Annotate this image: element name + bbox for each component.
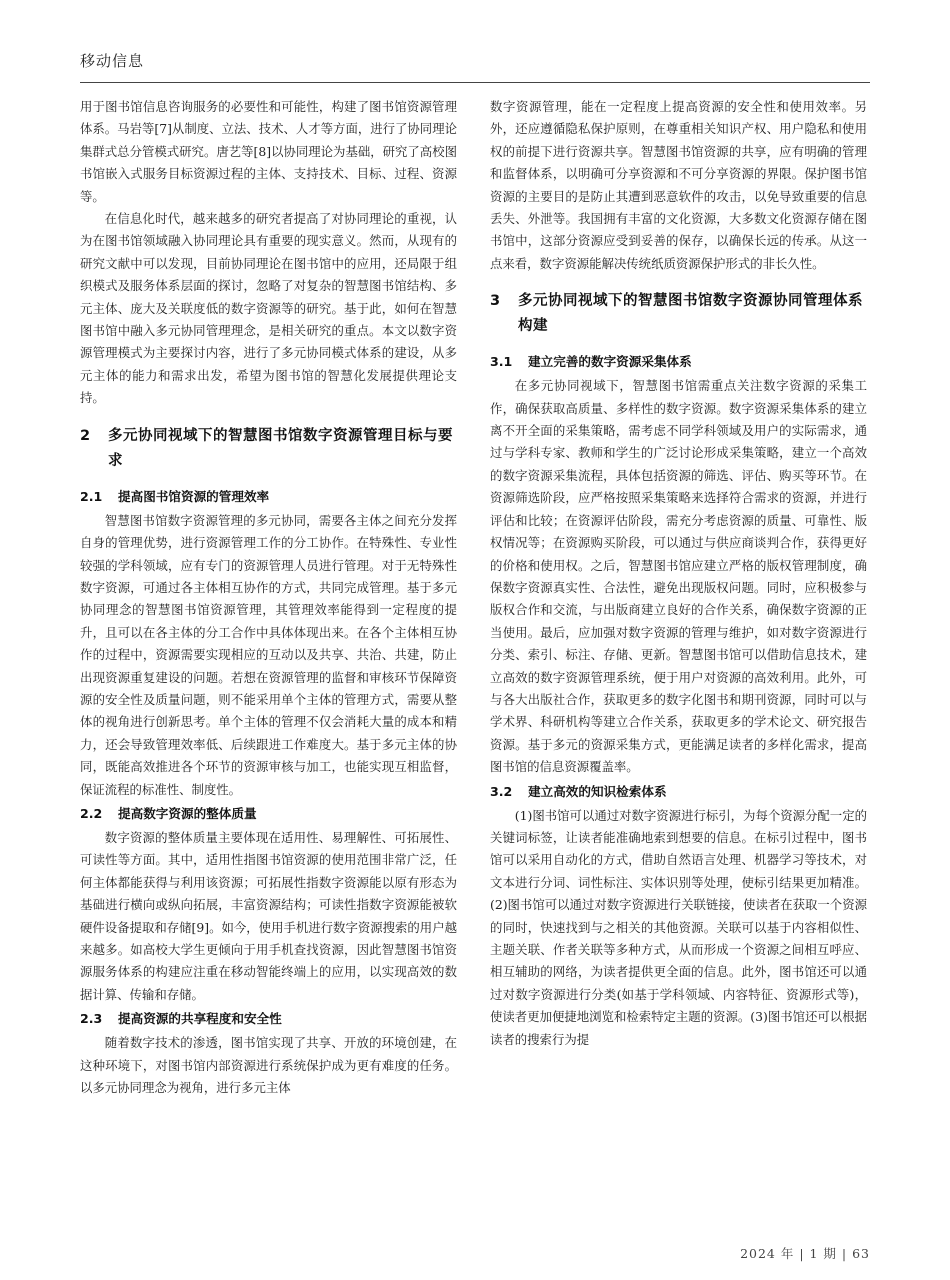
subsection-heading xyxy=(490,351,867,373)
subsection-title: 建立高效的知识检索体系 xyxy=(528,783,667,799)
section-number: 2 xyxy=(80,427,91,444)
subsection-title: 提高图书馆资源的管理效率 xyxy=(118,488,270,504)
section-number: 3 xyxy=(490,293,501,310)
paragraph: (1)图书馆可以通过对数字资源进行标引，为每个资源分配一定的关键词标签，让读者能准确地索到想要的信息。在标引过程中，图书馆可以采用自动化的方式，借助自然语言处理、机器学习等技术，对文本进行分词、词性标注、实体识别等处理，使标引结果更加精准。(2)图书馆可以通过对数字资源进行关联链接，使读者在获取一个资源的同时，快速找到与之相关的其他资源。关联可以基于内容相似性、主题关联、作者关联等多种方式，从而形成一个资源之间相互呼应、相互辅助的网络，为读者提供更全面的信息。此外，图书馆还可以通过对数字资源进行分类(如基于学科领域、内容特征、资源形式等)，使读者更加便捷地浏览和检索特定主题的资源。(3)图书馆还可以根据读者的搜索行为提 xyxy=(490,807,867,1047)
subsection-title: 建立完善的数字资源采集体系 xyxy=(528,354,692,370)
subsection-heading xyxy=(80,1008,457,1030)
paragraph: 数字资源管理，能在一定程度上提高资源的安全性和使用效率。另外，还应遵循隐私保护原则，在尊重相关知识产权、用户隐私和使用权的前提下进行资源共享。智慧图书馆资源的共享，应有明确的管理和监督体系，以明确可分享资源和不可分享资源的界限。保护图书馆资源的主要目的是防止其遭到恶意软件的攻击，以免导致重要的信息丢失、外泄等。我国拥有丰富的文化资源，大多数文化资源存储在图书馆中，这部分资源应受到妥善的保存，以确保长远的传承。从这一点来看，数字资源能解决传统纸质资源保护形式的非长久性。 xyxy=(490,99,867,271)
left-column xyxy=(80,96,457,1099)
journal-name: 移动信息 xyxy=(80,52,145,70)
paragraph: 智慧图书馆数字资源管理的多元协同，需要各主体之间充分发挥自身的管理优势，进行资源管理工作的分工协作。在特殊性、专业性较强的学科领域，应有专门的资源管理人员进行管理。对于无特殊性数字资源，可通过各主体相互协作的方式，共同完成管理。基于多元协同理念的智慧图书馆资源管理，其管理效率能得到一定程度的提升，且可以在各主体的分工合作中具体体现出来。在各个主体相互协作的过程中，资源需要实现相应的互动以及共享、共治、共建，防止出现资源重复建设的问题。若想在资源管理的监督和审核环节保障资源的安全性及质量问题，则不能采用单个主体的管理方式，需要从整体的视角进行创新思考。单个主体的管理不仅会消耗大量的成本和精力，还会导致管理效率低、后续跟进工作难度大。基于多元主体的协同，既能高效推进各个环节的资源审核与加工，也能实现互相监督，保证流程的标准性、制度性。 xyxy=(80,512,457,797)
section-title: 多元协同视域下的智慧图书馆数字资源管理目标与要求 xyxy=(108,427,453,469)
paragraph: 随着数字技术的渗透，图书馆实现了共享、开放的环境创建，在这种环境下，对图书馆内部资源进行系统保护成为更有难度的任务。以多元协同理念为视角，进行多元主体 xyxy=(80,1035,457,1096)
subsection-heading xyxy=(80,803,457,825)
section-title: 多元协同视域下的智慧图书馆数字资源协同管理体系构建 xyxy=(518,293,863,335)
running-header xyxy=(80,48,870,83)
subsection-number: 2.3 xyxy=(80,1011,103,1027)
subsection-number: 2.1 xyxy=(80,488,103,504)
subsection-number: 3.1 xyxy=(490,354,513,370)
subsection-number: 3.2 xyxy=(490,783,513,799)
subsection-number: 2.2 xyxy=(80,805,103,821)
subsection-heading xyxy=(490,781,867,803)
right-column xyxy=(490,96,867,1051)
paragraph: 在多元协同视域下，智慧图书馆需重点关注数字资源的采集工作，确保获取高质量、多样性的数字资源。数字资源采集体系的建立离不开全面的采集策略，需考虑不同学科领域及用户的实际需求，通过与学科专家、教师和学生的广泛讨论形成采集策略，建立一个高效的数字资源采集流程，具体包括资源的筛选、评估、购买等环节。在资源筛选阶段，应严格按照采集策略来选择符合需求的资源，并进行评估和比较；在资源评估阶段，需充分考虑资源的质量、可靠性、版权情况等；在资源购买阶段，可以通过与供应商谈判合作，获得更好的价格和使用权。之后，智慧图书馆应建立严格的版权管理制度，确保数字资源真实性、合法性，避免出现版权问题。同时，应积极参与版权合作和交流，与出版商建立良好的合作关系，确保数字资源的正当使用。最后，应加强对数字资源的管理与维护，如对数字资源进行分类、索引、标注、存储、更新。智慧图书馆可以借助信息技术，建立高效的数字资源管理系统，便于用户对资源的高效利用。此外，可与各大出版社合作，获取更多的数字化图书和期刊资源，同时可以与学术界、科研机构等建立合作关系，获取更多的学术论文、研究报告资源。基于多元的资源采集方式，更能满足读者的多样化需求，提高图书馆的信息资源覆盖率。 xyxy=(490,378,867,775)
subsection-heading xyxy=(80,486,457,508)
section-heading xyxy=(490,289,867,339)
paragraph: 用于图书馆信息咨询服务的必要性和可能性，构建了图书馆资源管理体系。马岩等[7]从制度、立法、技术、人才等方面，进行了协同理论集群式总分管模式研究。唐艺等[8]以协同理论为基础，研究了高校图书馆嵌入式服务目标资源过程的主体、支持技术、目标、过程、资源等。 xyxy=(80,99,457,204)
paragraph: 数字资源的整体质量主要体现在适用性、易理解性、可拓展性、可读性等方面。其中，适用性指图书馆资源的使用范围非常广泛，任何主体都能获得与利用该资源；可拓展性指数字资源能以原有形态为基础进行横向或纵向拓展，丰富资源结构；可读性指数字资源能被软硬件设备提取和存储[9]。如今，使用手机进行数字资源搜索的用户越来越多。如高校大学生更倾向于用手机查找资源，因此智慧图书馆资源服务体系的构建应注重在移动智能终端上的应用，以实现高效的数据计算、传输和存储。 xyxy=(80,829,457,1002)
page-folio: 2024 年 | 1 期 | 63 xyxy=(740,1246,870,1261)
paragraph: 在信息化时代，越来越多的研究者提高了对协同理论的重视，认为在图书馆领域融入协同理论具有重要的现实意义。然而，从现有的研究文献中可以发现，目前协同理论在图书馆中的应用，还局限于组织模式及服务体系层面的探讨，忽略了对复杂的智慧图书馆结构、多元主体、庞大及关联度低的数字资源等的研究。基于此，如何在智慧图书馆中融入多元协同管理理念，是相关研究的重点。本文以数字资源管理模式为主要探讨内容，进行了多元协同模式体系的建设，从多元主体的能力和需求出发，希望为图书馆的智慧化发展提供理论支持。 xyxy=(80,211,457,406)
section-heading xyxy=(80,424,457,474)
subsection-title: 提高数字资源的整体质量 xyxy=(118,805,257,821)
subsection-title: 提高资源的共享程度和安全性 xyxy=(118,1011,282,1027)
